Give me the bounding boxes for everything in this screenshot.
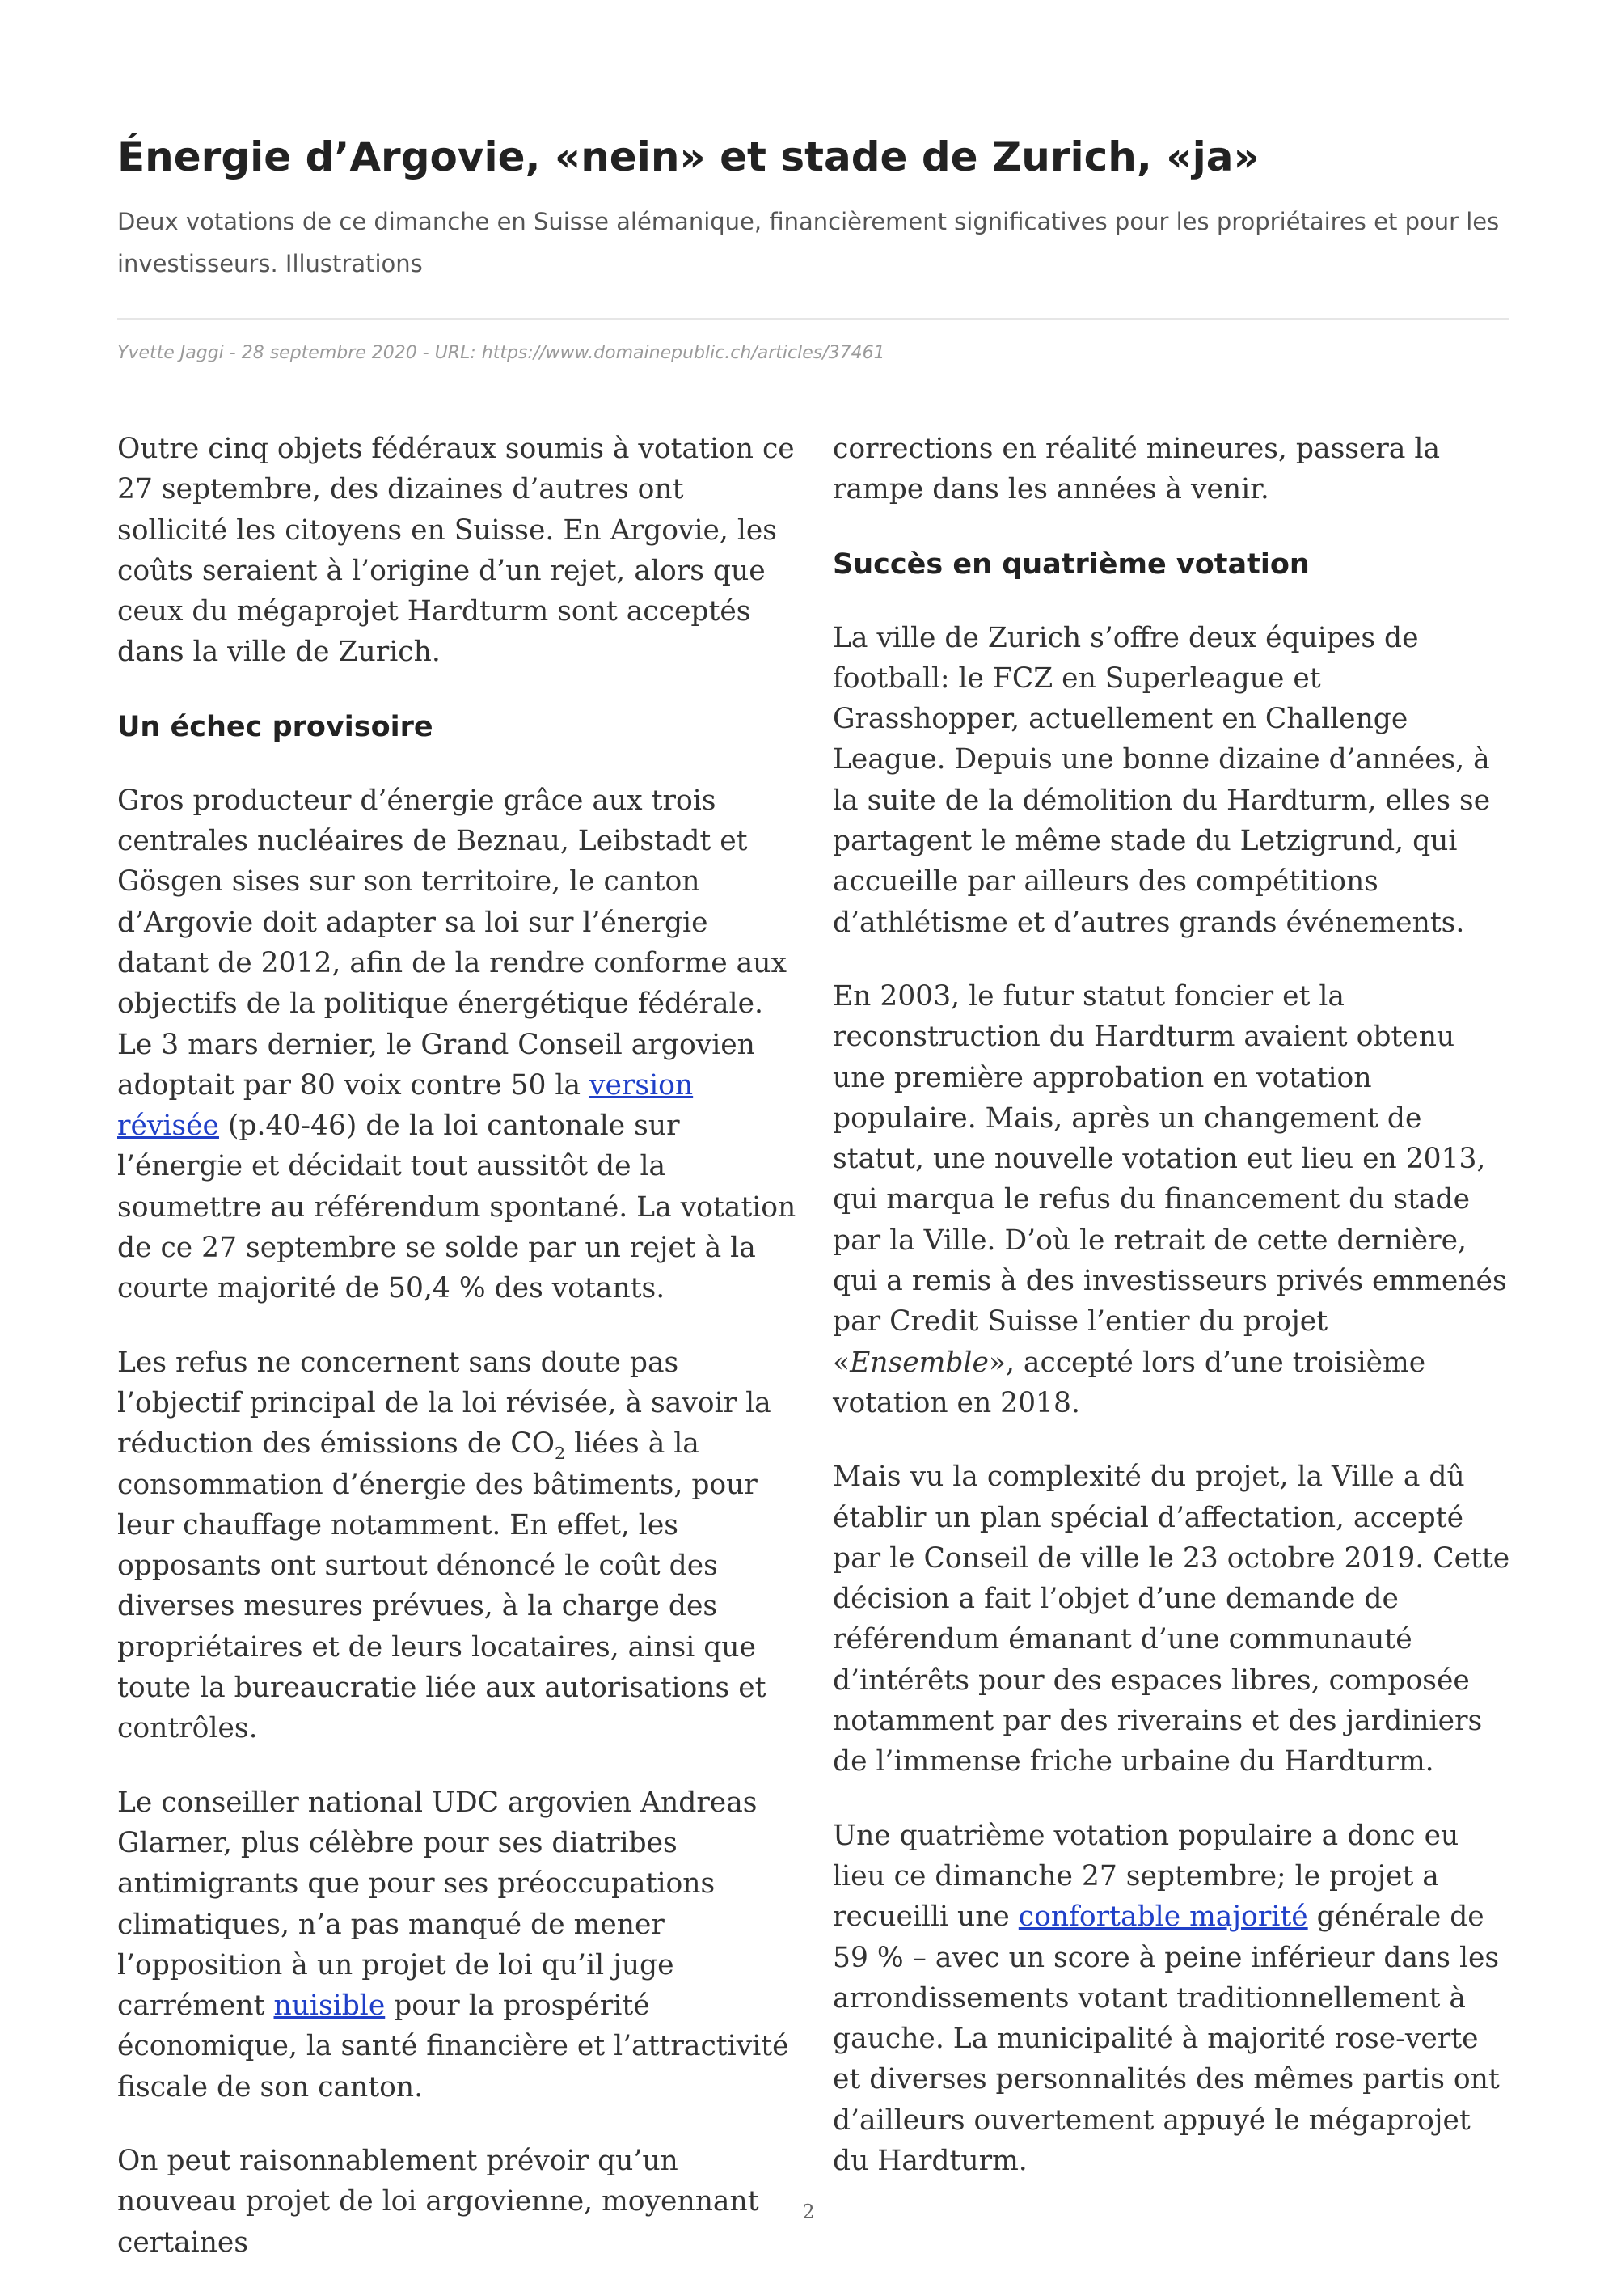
header-divider (117, 318, 1509, 320)
right-column (833, 429, 1514, 2214)
text-run: pour la prospérité économique, la santé financière et l’attractivité fiscale de son canton. (117, 1989, 789, 2104)
page-number: 2 (802, 2201, 815, 2223)
link-confortable-majorite[interactable]: confortable majorité (1018, 1901, 1308, 1934)
paragraph-quatrieme-votation (833, 1816, 1514, 2182)
left-column (117, 429, 798, 2296)
section-heading-succes: Succès en quatrième votation (833, 548, 1310, 581)
article-title: Énergie d’Argovie, «nein» et stade de Zurich, «ja» (117, 133, 1260, 180)
subscript: 2 (554, 1444, 566, 1464)
paragraph-argovie-loi (117, 780, 798, 1309)
paragraph-historique (833, 976, 1514, 1423)
text-run: générale de 59 % – avec un score à peine inférieur dans les arrondissements votant traditionnellement à gauche. La municipalité à majorité rose-verte et diverses personnalités des mêmes partis ont d’ailleurs ouvertement appuyé le mégaprojet du Hardturm. (833, 1901, 1500, 2177)
text-run: Gros producteur d’énergie grâce aux trois centrales nucléaires de Beznau, Leibstadt et Gösgen sises sur son territoire, le canton d’Argovie doit adapter sa loi sur l’énergie datant de 2012, afin de la rendre conforme aux objectifs de la politique énergétique fédérale. Le 3 mars dernier, le Grand Conseil argovien adoptait par 80 voix contre 50 la (117, 784, 787, 1101)
paragraph-intro: Outre cinq objets fédéraux soumis à votation ce 27 septembre, des dizaines d’autres ont sollicité les citoyens en Suisse. En Argovie, les coûts seraient à l’origine d’un rejet, alors que ceux du mégaprojet Hardturm sont acceptés dans la ville de Zurich. (117, 433, 795, 669)
section-heading-echec: Un échec provisoire (117, 710, 433, 743)
link-nuisible[interactable]: nuisible (273, 1989, 386, 2023)
paragraph-football: La ville de Zurich s’offre deux équipes de football: le FCZ en Superleague et Grasshopper, actuellement en Challenge League. Depuis une bonne dizaine d’années, à la suite de la démolition du Hardturm, elles se partagent le même stade du Letzigrund, qui accueille par ailleurs des compétitions d’athlétisme et d’autres grands événements. (833, 621, 1491, 939)
text-run: En 2003, le futur statut foncier et la reconstruction du Hardturm avaient obtenu une première approbation en votation populaire. Mais, après un changement de statut, une nouvelle votation eut lieu en 2013, qui marqua le refus du financement du stade par la Ville. D’où le retrait de cette dernière, qui a remis à des investisseurs privés emmenés par Credit Suisse l’entier du projet « (833, 979, 1507, 1379)
link-version-revisee[interactable]: version révisée (117, 1068, 694, 1143)
text-run: (p.40-46) de la loi cantonale sur l’énergie et décidait tout aussitôt de la soumettre au référendum spontané. La votation de ce 27 septembre se solde par un rejet à la courte majorité de 50,4 % des votants. (117, 1110, 796, 1305)
paragraph-refus (117, 1343, 798, 1749)
text-run: Le conseiller national UDC argovien Andreas Glarner, plus célèbre pour ses diatribes antimigrants que pour ses préoccupations climatiques, n’a pas manqué de mener l’opposition à un projet de loi qu’il juge carrément (117, 1786, 758, 2023)
text-run: », accepté lors d’une troisième votation en 2018. (833, 1346, 1426, 1419)
paragraph-continuation: corrections en réalité mineures, passera la rampe dans les années à venir. (833, 433, 1441, 506)
emphasis-ensemble: Ensemble (850, 1346, 989, 1379)
text-run: liées à la consommation d’énergie des bâtiments, pour leur chauffage notamment. En effet, les opposants ont surtout dénoncé le coût des diverses mesures prévues, à la charge des propriétaires et de leurs locataires, ainsi que toute la bureaucratie liée aux autorisations et contrôles. (117, 1427, 766, 1745)
article-meta: Yvette Jaggi - 28 septembre 2020 - URL: https://www.domainepublic.ch/articles/37461 (117, 343, 885, 363)
paragraph-plan-special: Mais vu la complexité du projet, la Ville a dû établir un plan spécial d’affectation, accepté par le Conseil de ville le 23 octobre 2019. Cette décision a fait l’objet d’une demande de référendum émanant d’une communauté d’intérêts pour des espaces libres, composée notamment par des riverains et des jardiniers de l’immense friche urbaine du Hardturm. (833, 1461, 1510, 1778)
text-run: Les refus ne concernent sans doute pas l’objectif principal de la loi révisée, à savoir la réduction des émissions de CO (117, 1346, 771, 1461)
paragraph-glarner (117, 1782, 798, 2108)
paragraph-nouveau-projet: On peut raisonnablement prévoir qu’un nouveau projet de loi argovienne, moyennant certaines (117, 2144, 759, 2259)
text-run: Une quatrième votation populaire a donc eu lieu ce dimanche 27 septembre; le projet a recueilli une (833, 1819, 1459, 1934)
article-subtitle: Deux votations de ce dimanche en Suisse alémanique, financièrement significatives pour les propriétaires et pour les investisseurs. Illustrations (117, 208, 1500, 277)
